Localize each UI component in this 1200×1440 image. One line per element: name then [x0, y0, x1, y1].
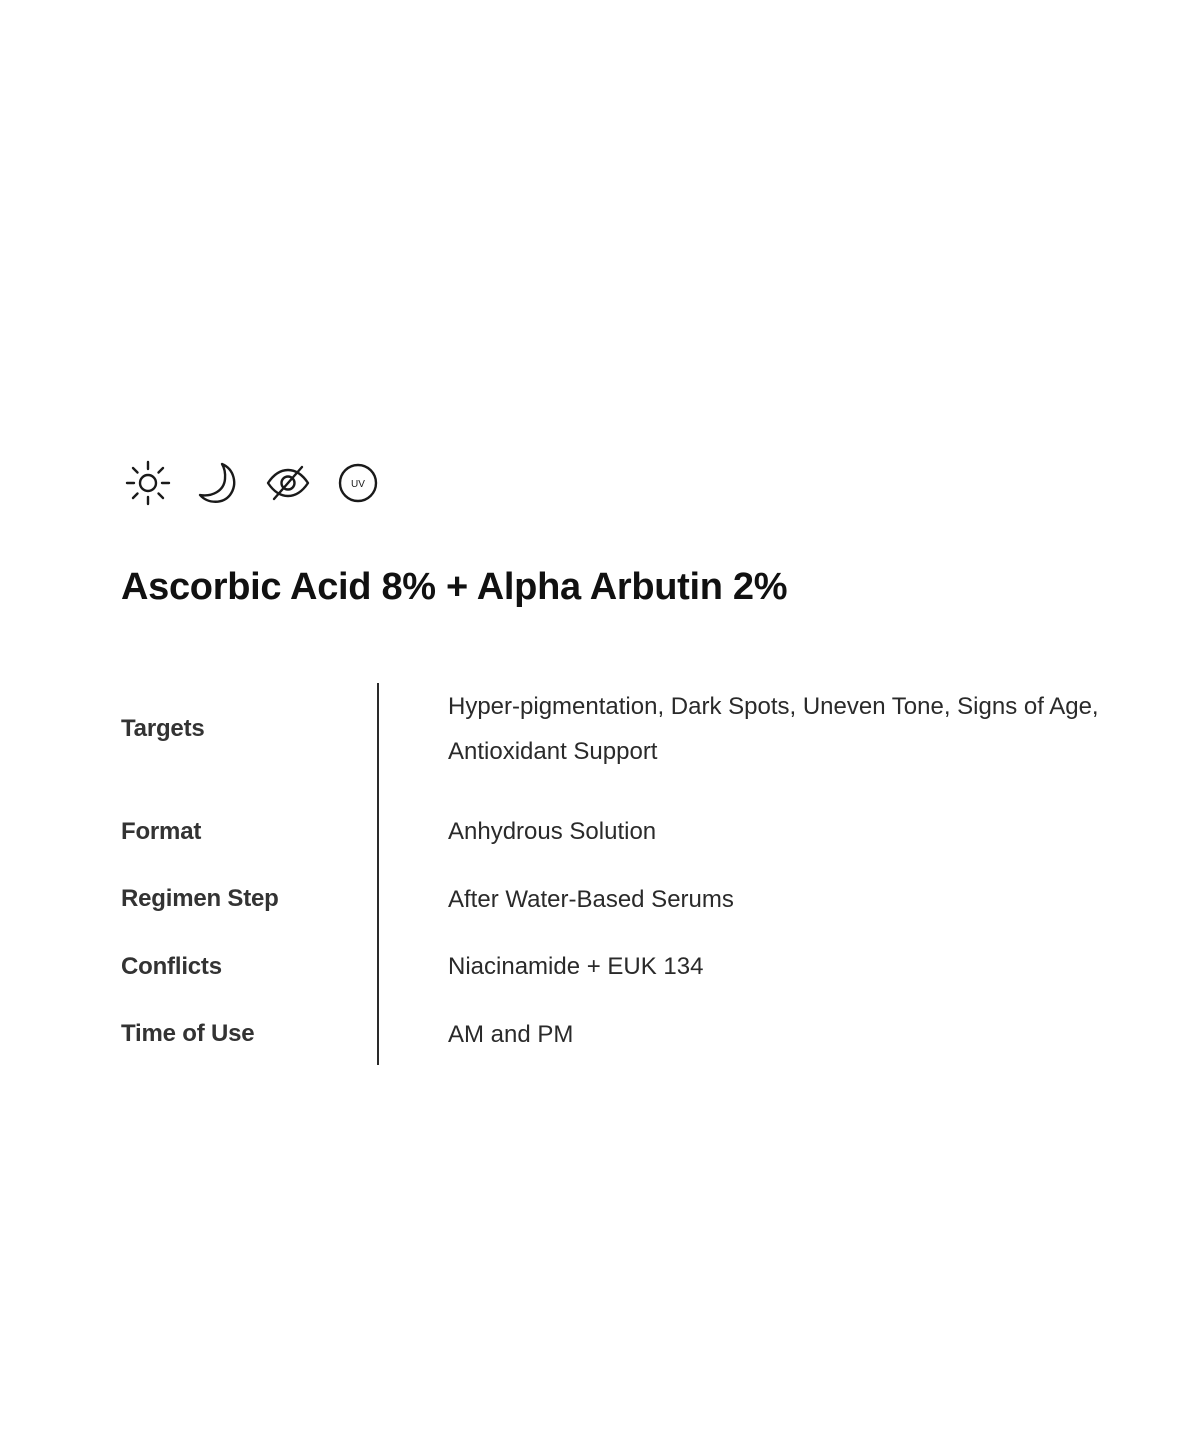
spec-divider: [377, 683, 379, 1065]
spec-row-format: [121, 798, 1121, 866]
usage-icons: [124, 458, 382, 508]
spec-table: [121, 683, 1121, 1068]
spec-value: Niacinamide + EUK 134: [448, 953, 704, 981]
spec-value: Anhydrous Solution: [448, 818, 657, 846]
spec-label: Targets: [121, 715, 205, 742]
moon-icon: [194, 459, 242, 507]
spec-value: AM and PM: [448, 1020, 574, 1048]
spec-label: Conflicts: [121, 952, 222, 980]
spec-row-targets: [121, 683, 1121, 775]
spec-value: After Water-Based Serums: [448, 885, 734, 913]
spec-value: Hyper-pigmentation, Dark Spots, Uneven Tone, Signs of Age, Antioxidant Support: [448, 693, 1099, 765]
spec-label: Regimen Step: [121, 885, 279, 913]
product-title: Ascorbic Acid 8% + Alpha Arbutin 2%: [121, 566, 788, 608]
spec-row-regimen-step: [121, 866, 1121, 934]
spec-row-conflicts: [121, 933, 1121, 1001]
spec-label: Time of Use: [121, 1020, 255, 1048]
uv-icon-label: UV: [351, 479, 365, 490]
spec-label: Format: [121, 817, 202, 845]
eye-off-icon: [264, 459, 312, 507]
spec-row-time-of-use: [121, 1001, 1121, 1069]
sun-icon: [124, 459, 172, 507]
uv-icon: [334, 459, 382, 507]
